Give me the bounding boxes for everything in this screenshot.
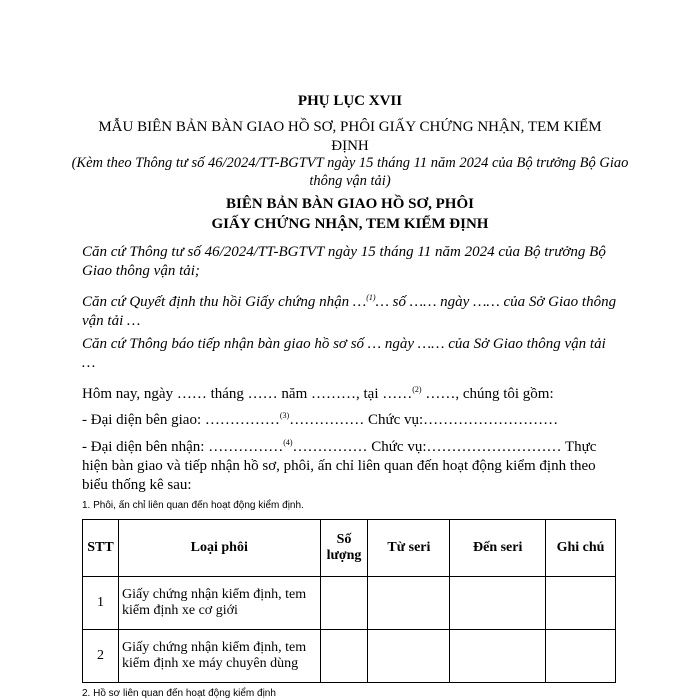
receiver-representative-line [82,433,622,495]
handover-table [82,519,616,683]
giver-text-start: - Đại diện bên giao: …………… [82,412,280,428]
section-2-heading: 2. Hồ sơ liên quan đến hoạt động kiểm định [82,688,276,699]
giver-representative-line [82,406,622,430]
row-from-serial-cell [368,577,450,630]
row-note-cell [546,630,616,683]
row-quantity-cell [320,577,368,630]
receiver-text-end: …………… Chức vụ:……………………… Thực hiện bàn giao và tiếp nhận hồ sơ, phôi, ấn chỉ liên quan đến hoạt động kiểm định theo biểu thống kê sau: [82,439,597,493]
date-location-line [82,380,622,404]
document-title-line-2: GIẤY CHỨNG NHẬN, TEM KIỂM ĐỊNH [211,216,489,232]
row-to-serial-cell [450,577,546,630]
table-header-row [83,520,616,577]
column-header-quantity: Số lượng [320,520,368,577]
row-stt-cell: 1 [83,577,119,630]
document-title-line-1: BIÊN BẢN BÀN GIAO HỒ SƠ, PHÔI [226,196,474,212]
basis-paragraph-2 [82,288,622,331]
basis-paragraph-3: Căn cứ Thông báo tiếp nhận bàn giao hồ sơ số … ngày …… của Sở Giao thông vận tải … [82,336,606,371]
column-header-type: Loại phôi [118,520,320,577]
attachment-note: (Kèm theo Thông tư số 46/2024/TT-BGTVT ngày 15 tháng 11 năm 2024 của Bộ trưởng Bộ Giao thông vận tải) [71,155,629,189]
form-title: MẪU BIÊN BẢN BÀN GIAO HỒ SƠ, PHÔI GIẤY CHỨNG NHẬN, TEM KIỂM ĐỊNH [98,119,602,154]
document-title [0,194,700,234]
column-header-stt: STT [83,520,119,577]
basis-paragraph-1: Căn cứ Thông tư số 46/2024/TT-BGTVT ngày 15 tháng 11 năm 2024 của Bộ trưởng Bộ Giao thông vận tải; [82,244,606,279]
footnote-marker-4: (4) [283,438,293,447]
receiver-text-start: - Đại diện bên nhận: …………… [82,439,284,455]
table-row [83,577,616,630]
row-stt-cell: 2 [83,630,119,683]
basis-2-text-start: Căn cứ Quyết định thu hồi Giấy chứng nhận … [82,294,367,310]
footnote-marker-1: (1) [366,293,376,302]
column-header-from-serial: Từ seri [368,520,450,577]
row-quantity-cell [320,630,368,683]
row-note-cell [546,577,616,630]
row-from-serial-cell [368,630,450,683]
appendix-heading: PHỤ LỤC XVII [297,93,403,109]
column-header-note: Ghi chú [546,520,616,577]
table-row [83,630,616,683]
row-to-serial-cell [450,630,546,683]
column-header-to-serial: Đến seri [450,520,546,577]
footnote-marker-2: (2) [412,385,422,394]
footnote-marker-3: (3) [279,411,290,420]
row-type-cell: Giấy chứng nhận kiểm định, tem kiểm định xe máy chuyên dùng [118,630,320,683]
giver-text-end: …………… Chức vụ:……………………… [289,412,559,428]
date-text-end: ……, chúng tôi gồm: [421,386,554,402]
row-type-cell: Giấy chứng nhận kiểm định, tem kiểm định xe cơ giới [118,577,320,630]
basis-2-text-end: … số …… ngày …… của Sở Giao thông vận tải … [82,294,617,329]
section-1-heading: 1. Phôi, ấn chỉ liên quan đến hoạt động kiểm định. [82,500,304,511]
date-text-start: Hôm nay, ngày …… tháng …… năm ………, tại …… [82,386,413,402]
